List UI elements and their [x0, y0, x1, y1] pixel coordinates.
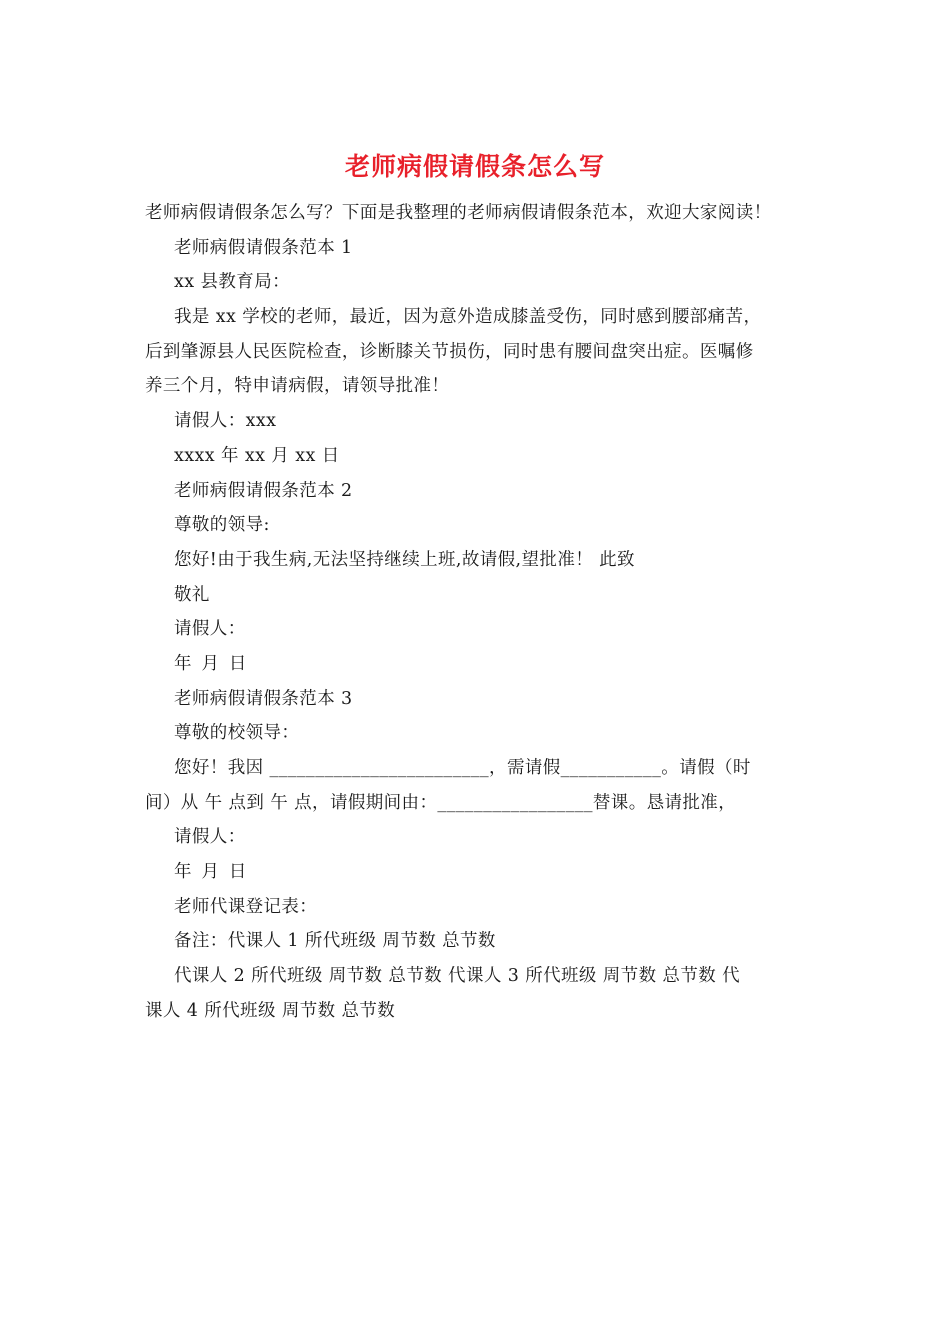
body-line: 我是 xx 学校的老师，最近，因为意外造成膝盖受伤，同时感到腰部痛苦， [174, 307, 762, 328]
salutation-1: xx 县教育局： [174, 272, 291, 293]
date-line: xxxx 年 xx 月 xx 日 [174, 445, 340, 466]
signature-line: 请假人： [174, 619, 246, 640]
sample-heading-1: 老师病假请假条范本 1 [174, 237, 353, 258]
signature-line: 请假人： [174, 827, 246, 848]
date-line: 年 月 日 [174, 653, 249, 674]
substitute-register-heading: 老师代课登记表： [174, 896, 318, 917]
date-line: 年 月 日 [174, 862, 249, 883]
salutation-3: 尊敬的校领导： [174, 723, 300, 744]
register-line: 代课人 2 所代班级 周节数 总节数 代课人 3 所代班级 周节数 总节数 代 [174, 966, 740, 987]
closing-line: 敬礼 [174, 584, 210, 605]
register-line: 备注：代课人 1 所代班级 周节数 总节数 [174, 931, 496, 952]
intro-paragraph: 老师病假请假条怎么写？下面是我整理的老师病假请假条范本，欢迎大家阅读！ [145, 203, 772, 223]
register-line: 课人 4 所代班级 周节数 总节数 [145, 1000, 396, 1021]
body-line: 后到肇源县人民医院检查，诊断膝关节损伤，同时患有腰间盘突出症。医嘱修 [145, 341, 754, 362]
sample-heading-2: 老师病假请假条范本 2 [174, 480, 353, 501]
body-line: 养三个月，特申请病假，请领导批准！ [145, 376, 450, 397]
document-title: 老师病假请假条怎么写 [344, 152, 605, 181]
body-line: 间）从 午 点到 午 点，请假期间由：_________________替课。恳请批准， [145, 792, 737, 813]
signature-line: 请假人：xxx [174, 411, 277, 432]
document-body [145, 196, 805, 1029]
sample-heading-3: 老师病假请假条范本 3 [174, 688, 353, 709]
salutation-2: 尊敬的领导: [174, 515, 270, 536]
body-line: 您好！我因 ________________________，需请假___________。请假（时 [174, 758, 751, 778]
body-line: 您好!由于我生病,无法坚持继续上班,故请假,望批准！ 此致 [174, 549, 635, 570]
